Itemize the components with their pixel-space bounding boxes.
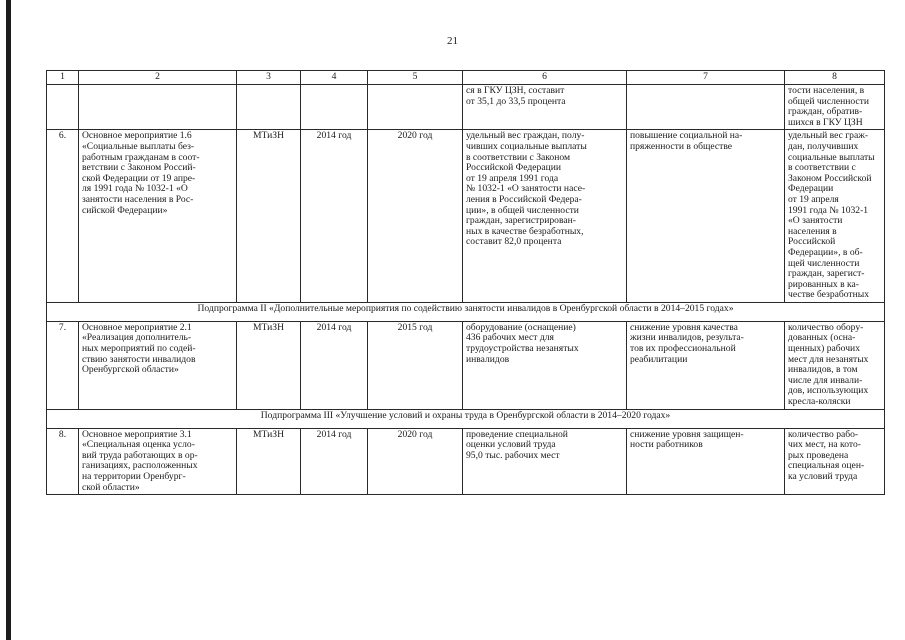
executor: МТиЗН (237, 428, 301, 495)
table-row-continued (47, 85, 885, 130)
expected-result: удельный вес граждан, полу- чивших социальные выплаты в соответствии с Законом Российской Федерации от 19 апреля 1991 года № 1032-1 «О занятости насе- ления в Российской Федера- ции», в общей численности граждан, зарегистрирован- ных в качестве безработных, составит 82,0 процента (463, 130, 627, 303)
header-row (47, 71, 885, 85)
end-year: 2020 год (368, 428, 463, 495)
table-row-8 (47, 428, 885, 495)
table-row-7 (47, 321, 885, 409)
non-implementation-effect: снижение уровня защищен- ности работников (627, 428, 785, 495)
section-row-3 (47, 409, 885, 428)
activity-name: Основное мероприятие 3.1 «Специальная оценка усло- вий труда работающих в ор- ганизациях, расположенных на территории Оренбург- ской области» (79, 428, 237, 495)
table-row-6 (47, 130, 885, 303)
column-header: 2 (79, 71, 237, 85)
empty-cell (79, 85, 237, 130)
expected-result: оборудование (оснащение) 436 рабочих мест для трудоустройства незанятых инвалидов (463, 321, 627, 409)
end-year: 2015 год (368, 321, 463, 409)
section-row-2 (47, 302, 885, 321)
end-year: 2020 год (368, 130, 463, 303)
expected-result: проведение специальной оценки условий труда 95,0 тыс. рабочих мест (463, 428, 627, 495)
activity-name: Основное мероприятие 2.1 «Реализация дополнитель- ных мероприятий по содей- ствию занятости инвалидов Оренбургской области» (79, 321, 237, 409)
start-year: 2014 год (301, 130, 368, 303)
row-number: 6. (47, 130, 79, 303)
empty-cell (368, 85, 463, 130)
empty-cell (47, 85, 79, 130)
indicator: количество рабо- чих мест, на кото- рых проведена специальная оцен- ка условий труда (785, 428, 885, 495)
empty-cell (301, 85, 368, 130)
activity-name: Основное мероприятие 1.6 «Социальные выплаты без- работным гражданам в соот- ветствии с Законом Россий- ской Федерации от 19 апре- ля 1991 года № 1032-1 «О занятости населения в Рос- сийской Федерации» (79, 130, 237, 303)
column-header: 4 (301, 71, 368, 85)
row-number: 7. (47, 321, 79, 409)
indicator: удельный вес граж- дан, получивших социальные выплаты в соответствии с Законом Российской Федерации от 19 апреля 1991 года № 1032-1 «О занятости населения в Российской Федерации», в об- щей численности граждан, зарегист- рированных в ка- честве безработных (785, 130, 885, 303)
program-table (46, 70, 885, 495)
start-year: 2014 год (301, 428, 368, 495)
start-year: 2014 год (301, 321, 368, 409)
empty-cell (237, 85, 301, 130)
executor: МТиЗН (237, 130, 301, 303)
row-number: 8. (47, 428, 79, 495)
scan-edge (6, 0, 11, 640)
indicator: количество обору- дованных (осна- щенных) рабочих мест для незанятых инвалидов, в том числе для инвали- дов, использующих кресла-коляски (785, 321, 885, 409)
column-header: 3 (237, 71, 301, 85)
executor: МТиЗН (237, 321, 301, 409)
column-header: 6 (463, 71, 627, 85)
column-header: 1 (47, 71, 79, 85)
empty-cell (627, 85, 785, 130)
column-header: 8 (785, 71, 885, 85)
subprogram-title: Подпрограмма III «Улучшение условий и охраны труда в Оренбургской области в 2014–2020 годах» (47, 409, 885, 428)
indicator-cell: тости населения, в общей численности граждан, обратив- шихся в ГКУ ЦЗН (785, 85, 885, 130)
non-implementation-effect: повышение социальной на- пряженности в обществе (627, 130, 785, 303)
column-header: 5 (368, 71, 463, 85)
column-header: 7 (627, 71, 785, 85)
page-number: 21 (447, 35, 458, 47)
result-cell: ся в ГКУ ЦЗН, составит от 35,1 до 33,5 процента (463, 85, 627, 130)
subprogram-title: Подпрограмма II «Дополнительные мероприятия по содействию занятости инвалидов в Оренбургской области в 2014–2015 годах» (47, 302, 885, 321)
non-implementation-effect: снижение уровня качества жизни инвалидов, результа- тов их профессиональной реабилитации (627, 321, 785, 409)
